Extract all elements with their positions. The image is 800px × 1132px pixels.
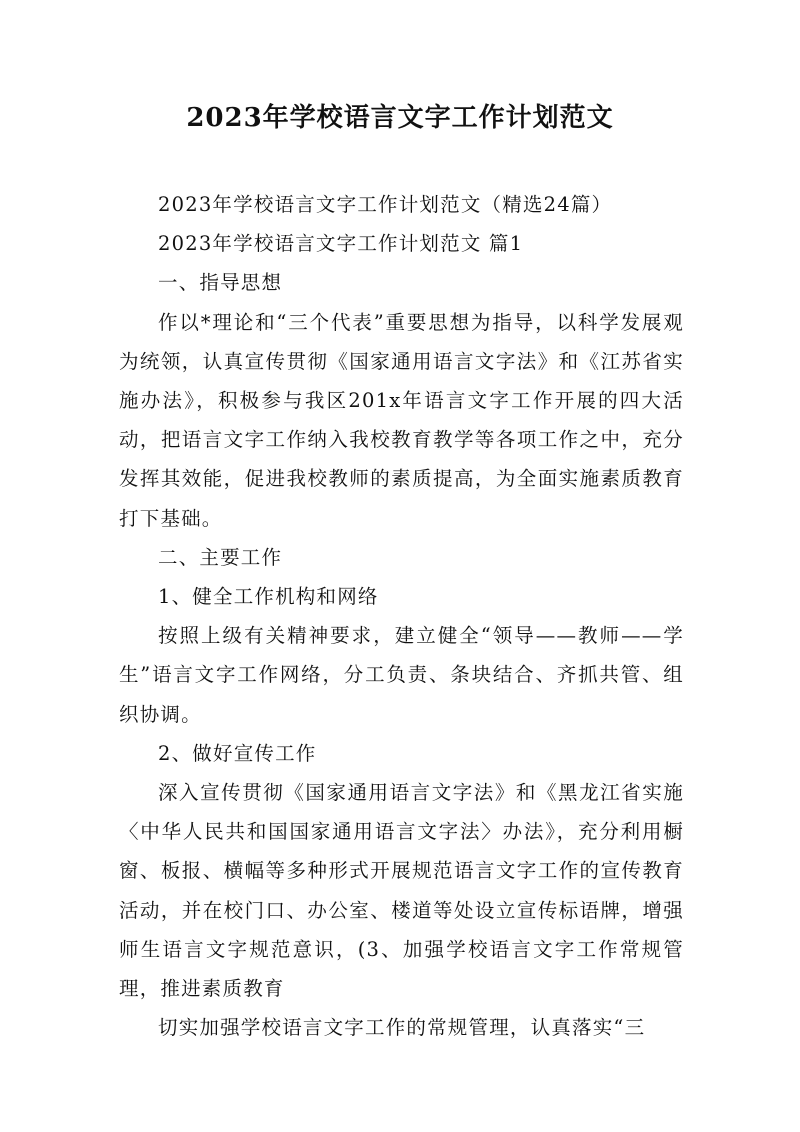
paragraph-article-heading: 2023年学校语言文字工作计划范文 篇1: [158, 232, 524, 256]
paragraph-publicity: 深入宣传贯彻《国家通用语言文字法》和《黑龙江省实施〈中华人民共和国国家通用语言文字法〉办法》，充分利用橱窗、板报、横幅等多种形式开展规范语言文字工作的宣传教育活动，并在校门口、办公室、楼道等处设立宣传标语牌，增强师生语言文字规范意识，(3、加强学校语言文字工作常规管理，推进素质教育: [119, 781, 684, 1001]
paragraph-guiding-ideology: 作以*理论和“三个代表”重要思想为指导，以科学发展观为统领，认真宣传贯彻《国家通用语言文字法》和《江苏省实施办法》，积极参与我区201x年语言文字工作开展的四大活动，把语言文字工作纳入我校教育教学等各项工作之中，充分发挥其效能，促进我校教师的素质提高，为全面实施素质教育打下基础。: [119, 310, 684, 530]
document-body: [119, 185, 684, 1047]
subsection-heading-publicity: 2、做好宣传工作: [158, 741, 317, 765]
section-heading-main-work: 二、主要工作: [158, 545, 283, 569]
document-title: 2023年学校语言文字工作计划范文: [186, 103, 614, 133]
paragraph-organization: 按照上级有关精神要求，建立健全“领导——教师——学生”语言文字工作网络，分工负责、条块结合、齐抓共管、组织协调。: [119, 624, 684, 726]
paragraph-subtitle: 2023年学校语言文字工作计划范文（精选24篇）: [158, 193, 613, 216]
paragraph-routine-management: 切实加强学校语言文字工作的常规管理，认真落实“三: [158, 1016, 646, 1040]
subsection-heading-organization: 1、健全工作机构和网络: [158, 585, 379, 609]
section-heading-guiding-ideology: 一、指导思想: [158, 271, 283, 295]
